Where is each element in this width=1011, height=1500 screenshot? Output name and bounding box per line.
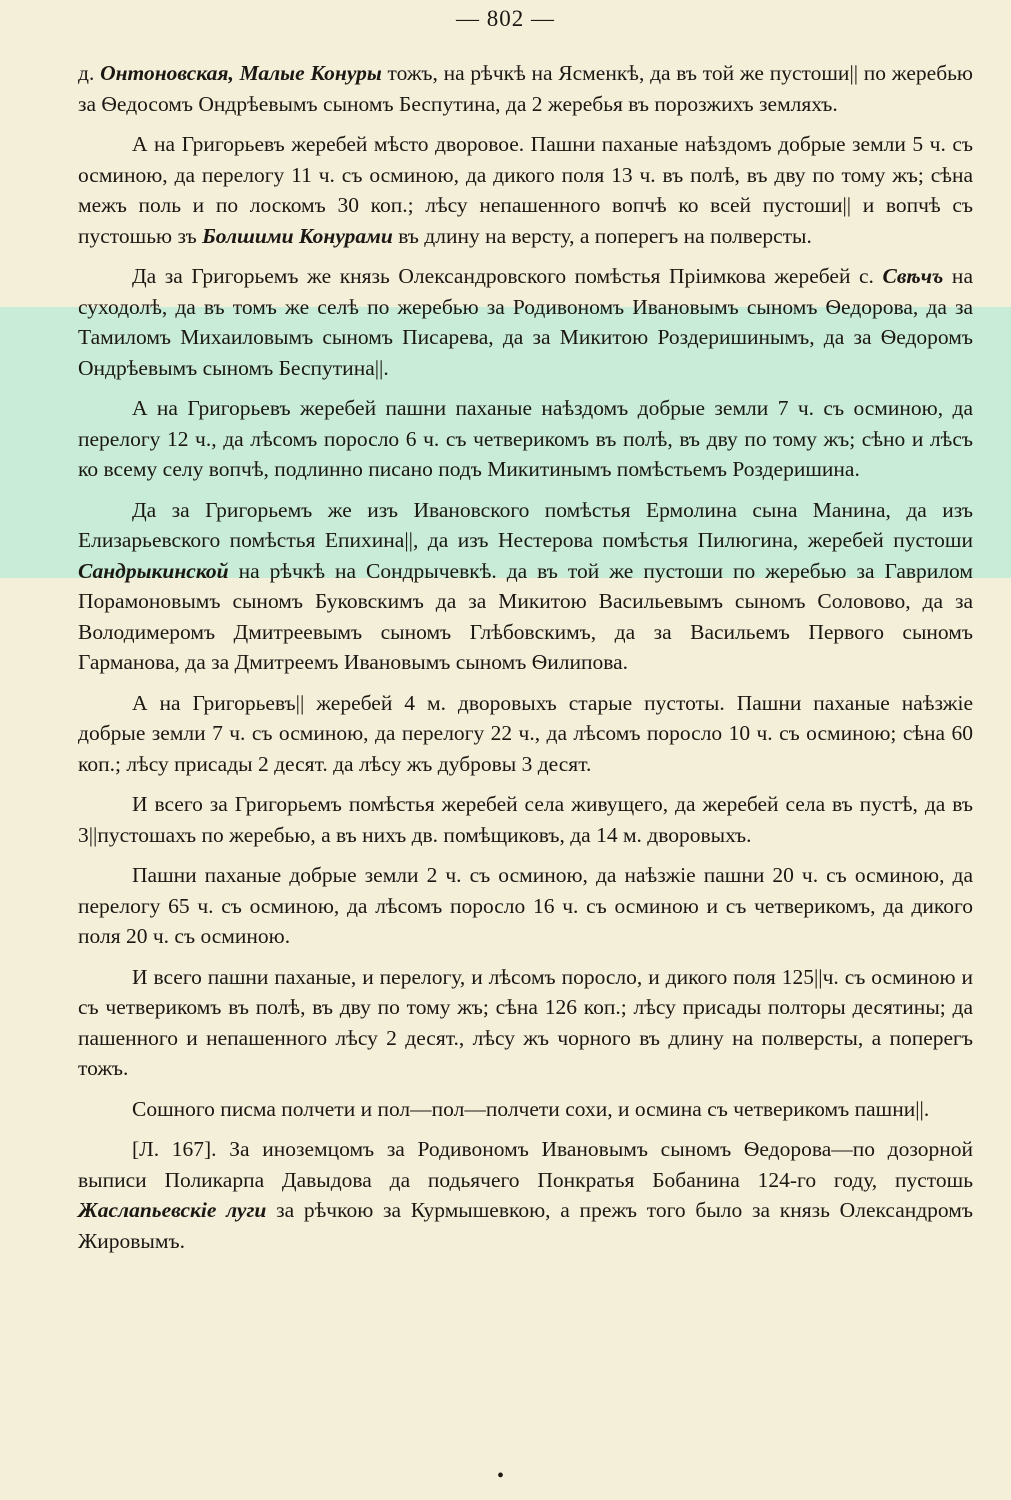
paragraph-3: Да за Григорьемъ же князь Олександровского помѣстья Пріимкова жеребей с. Свѣчъ на суходолѣ, да въ томъ же селѣ по жеребью за Родивономъ Ивановымъ сыномъ Ѳедорова, да за Тамиломъ Михаиловымъ сыномъ Писарева, да за Микитою Роздеришинымъ, да за Ѳедоромъ Ондрѣевымъ сыномъ Беспутина||.: [78, 264, 973, 380]
paragraph-11: [Л. 167]. За иноземцомъ за Родивономъ Ивановымъ сыномъ Ѳедорова—по дозорной выписи Поликарпа Давыдова да подьячего Понкратья Бобанина 124-го году, пустошь Жаслапьевскіе луги за рѣчкою за Курмышевкою, а прежъ того было за князь Олександромъ Жировымъ.: [78, 1137, 974, 1253]
paragraph-8: Пашни паханые добрые земли 2 ч. съ осминою, да наѣзжіе пашни 20 ч. съ осминою, да перелогу 65 ч. съ осминою, да лѣсомъ поросло 16 ч. съ осминою и съ четверикомъ, да дикого поля 20 ч. съ осминою.: [78, 863, 973, 948]
page-number: — 802 —: [456, 6, 555, 31]
paragraph-5: Да за Григорьемъ же изъ Ивановского помѣстья Ермолина сына Манина, да изъ Елизарьевского помѣстья Епихина||, да изъ Нестерова помѣстья Пилюгина, жеребей пустоши Сандрыкинской на рѣчкѣ на Сондрычевкѣ. да въ той же пустоши по жеребью за Гаврилом Порамоновымъ сыномъ Буковскимъ да за Микитою Васильевымъ сыномъ Соловово, да за Володимеромъ Дмитреевымъ сыномъ Глѣбовскимъ, да за Васильемъ Первого сыномъ Гарманова, да за Дмитреемъ Ивановымъ сыномъ Ѳилипова.: [78, 497, 973, 674]
paragraph-4: А на Григорьевъ жеребей пашни паханые наѣздомъ добрые земли 7 ч. съ осминою, да перелогу 12 ч., да лѣсомъ поросло 6 ч. съ четверикомъ въ полѣ, въ дву по тому жъ; сѣно и лѣсъ ко всему селу вопчѣ, подлинно писано подъ Микитинымъ помѣстьемъ Роздеришина.: [78, 396, 973, 481]
paragraph-6: А на Григорьевъ|| жеребей 4 м. дворовыхъ старые пустоты. Пашни паханые наѣзжіе добрые земли 7 ч. съ осминою, да перелогу 22 ч., да лѣсомъ поросло 10 ч. съ осминою; сѣна 60 коп.; лѣсу присады 2 десят. да лѣсу жъ дубровы 3 десят.: [78, 690, 973, 776]
paragraph-7: И всего за Григорьемъ помѣстья жеребей села живущего, да жеребей села въ пустѣ, да въ 3||пустошахъ по жеребью, а въ нихъ дв. помѣщиковъ, да 14 м. дворовыхъ.: [78, 792, 973, 847]
footer-mark: •: [497, 1465, 505, 1487]
paragraph-2: А на Григорьевъ жеребей мѣсто дворовое. Пашни паханые наѣздомъ добрые земли 5 ч. съ осминою, да перелогу 11 ч. съ осминою, да дикого поля 13 ч. въ полѣ, въ дву по тому жъ; сѣна межъ поль и по лоскомъ 30 коп.; лѣсу непашенного вопчѣ ко всей пустоши|| и вопчѣ съ пустошью зъ Болшими Конурами въ длину на версту, а поперегъ на полверсты.: [78, 132, 973, 248]
paragraph-1: д. Онтоновская, Малые Конуры тожъ, на рѣчкѣ на Ясменкѣ, да въ той же пустоши|| по жеребью за Ѳедосомъ Ондрѣевымъ сыномъ Беспутина, да 2 жеребья въ порозжихъ земляхъ.: [78, 61, 973, 116]
paragraph-9: И всего пашни паханые, и перелогу, и лѣсомъ поросло, и дикого поля 125||ч. съ осминою и съ четверикомъ въ полѣ, въ дву по тому жъ; сѣна 126 коп.; лѣсу присады полторы десятины; да пашенного и непашенного лѣсу 2 десят., лѣсу жъ чорного въ длину на полверсты, а поперегъ тожъ.: [78, 964, 973, 1080]
paragraph-10: Сошного писма полчети и пол—пол—полчети сохи, и осмина съ четверикомъ пашни||.: [132, 1096, 930, 1121]
body-text: [78, 58, 973, 1266]
